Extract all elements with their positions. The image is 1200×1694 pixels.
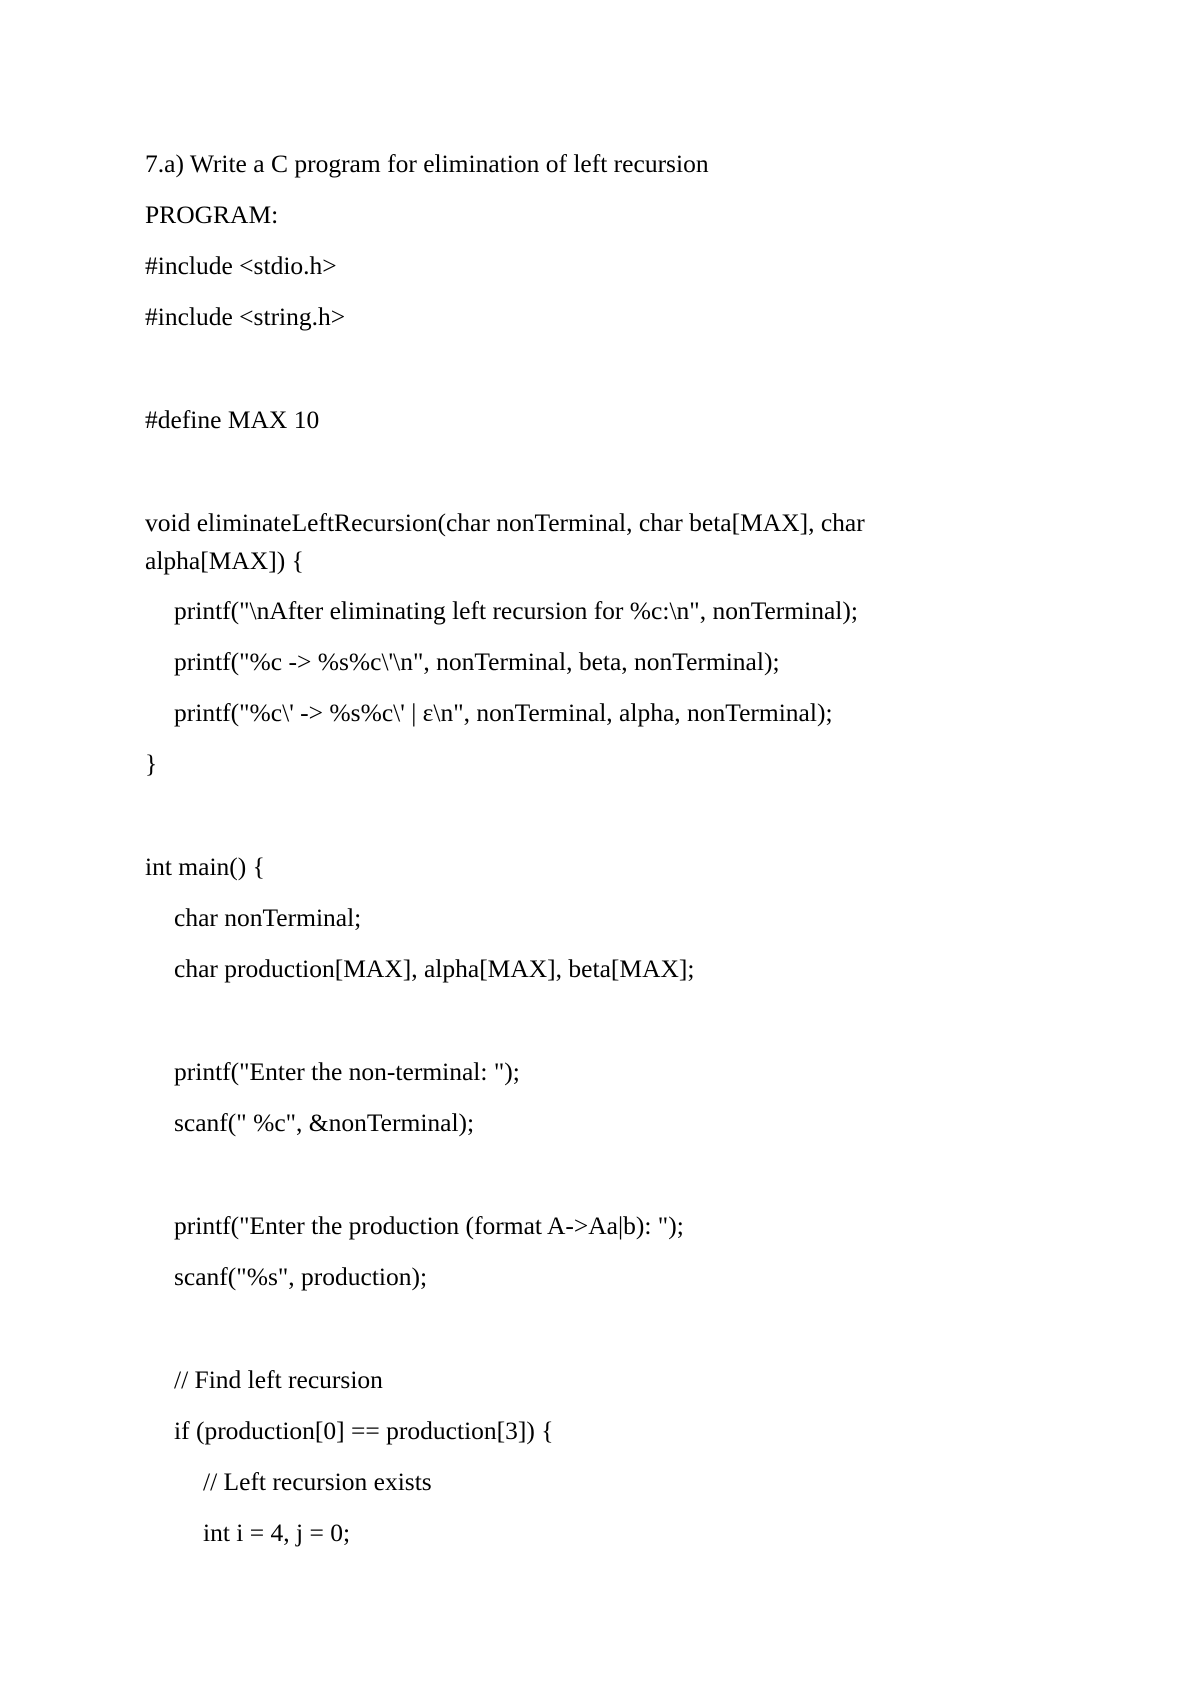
- code-line: char production[MAX], alpha[MAX], beta[MAX];: [174, 954, 695, 983]
- code-line: }: [145, 749, 158, 778]
- code-line: void eliminateLeftRecursion(char nonTerminal, char beta[MAX], char: [145, 508, 865, 537]
- code-line: char nonTerminal;: [174, 903, 362, 932]
- program-label: PROGRAM:: [145, 200, 279, 229]
- code-line: printf("%c\' -> %s%c\' | ε\n", nonTerminal, alpha, nonTerminal);: [174, 698, 833, 727]
- question-heading: 7.a) Write a C program for elimination of left recursion: [145, 149, 709, 178]
- code-line: // Left recursion exists: [203, 1467, 432, 1496]
- code-line: printf("%c -> %s%c\'\n", nonTerminal, beta, nonTerminal);: [174, 647, 780, 676]
- code-line: int main() {: [145, 852, 265, 881]
- code-line: #include <string.h>: [145, 302, 346, 331]
- code-line: if (production[0] == production[3]) {: [174, 1416, 554, 1445]
- code-line: #include <stdio.h>: [145, 251, 337, 280]
- code-line: scanf(" %c", &nonTerminal);: [174, 1108, 475, 1137]
- code-line: alpha[MAX]) {: [145, 546, 304, 575]
- code-line: printf("\nAfter eliminating left recursion for %c:\n", nonTerminal);: [174, 596, 858, 625]
- code-line: printf("Enter the non-terminal: ");: [174, 1057, 520, 1086]
- code-line: int i = 4, j = 0;: [203, 1518, 351, 1547]
- code-line: #define MAX 10: [145, 405, 320, 434]
- code-line: // Find left recursion: [174, 1365, 383, 1394]
- code-line: printf("Enter the production (format A->Aa|b): ");: [174, 1211, 684, 1240]
- code-line: scanf("%s", production);: [174, 1262, 428, 1291]
